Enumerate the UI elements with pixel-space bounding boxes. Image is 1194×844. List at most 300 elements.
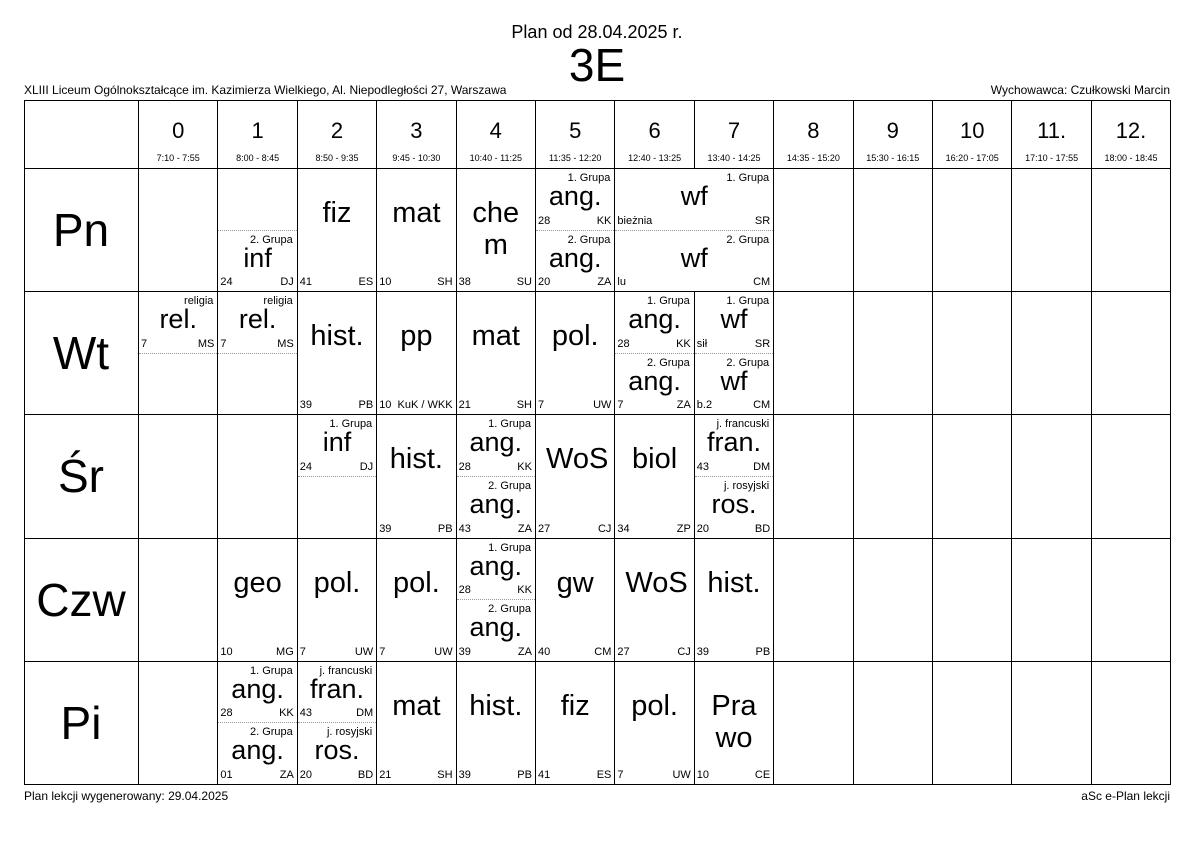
- period-time: 16:20 - 17:05: [945, 153, 999, 163]
- room-number: 28: [538, 214, 551, 227]
- teacher-code: PB: [437, 522, 453, 535]
- group-label: 1. Grupa: [488, 418, 531, 431]
- empty-slot: [218, 169, 296, 231]
- lesson-slot: [457, 662, 535, 785]
- lesson-cell: [218, 169, 297, 292]
- lesson-cell: [536, 169, 615, 292]
- lesson-slot: [218, 723, 296, 785]
- lesson-slot: [377, 292, 455, 415]
- subject-name: wf: [720, 365, 748, 396]
- room-number: 20: [538, 276, 551, 289]
- teacher-code: UW: [593, 399, 612, 412]
- lesson-slot: [536, 662, 614, 785]
- lesson-slot: [298, 169, 376, 292]
- period-time: 18:00 - 18:45: [1104, 153, 1158, 163]
- lesson-slot: [536, 292, 614, 415]
- subject-name: che m: [472, 197, 520, 261]
- lesson-slot: [377, 539, 455, 662]
- form-teacher: Wychowawca: Czułkowski Marcin: [990, 83, 1170, 97]
- room-number: 34: [617, 522, 630, 535]
- teacher-code: UW: [434, 645, 453, 658]
- teacher-code: PB: [358, 399, 374, 412]
- room-number: 43: [458, 522, 471, 535]
- group-label: 2. Grupa: [567, 233, 611, 246]
- lesson-cell: [377, 292, 456, 415]
- empty-slot: [218, 354, 296, 416]
- period-number: 0: [172, 118, 185, 143]
- lesson-slot: [298, 723, 376, 785]
- subject-name: wf: [680, 181, 708, 211]
- lesson-slot: [218, 292, 296, 354]
- lesson-slot: [457, 169, 535, 292]
- lesson-slot: [457, 600, 535, 662]
- empty-cell: [933, 169, 1012, 292]
- subject-name: fiz: [560, 689, 590, 722]
- empty-cell: [774, 539, 853, 662]
- room-number: 43: [696, 460, 710, 473]
- day-cell: [24, 415, 139, 538]
- room-number: 7: [379, 645, 386, 658]
- subject-name: Pra wo: [711, 689, 757, 754]
- day-cell: [24, 662, 139, 785]
- empty-cell: [139, 415, 218, 538]
- period-header: [139, 100, 218, 169]
- lesson-slot: [377, 169, 455, 292]
- empty-cell: [1012, 169, 1091, 292]
- subject-name: gw: [556, 566, 594, 599]
- room-number: 24: [299, 460, 313, 473]
- day-label: Śr: [58, 450, 104, 503]
- lesson-slot: [695, 662, 773, 785]
- subject-name: wf: [680, 242, 708, 273]
- teacher-code: KK: [517, 584, 532, 597]
- lesson-cell: [218, 662, 297, 785]
- lesson-slot: [536, 169, 614, 231]
- empty-slot: [139, 354, 217, 416]
- teacher-code: ES: [358, 276, 374, 289]
- room-number: 20: [696, 522, 710, 535]
- subject-name: mat: [392, 197, 441, 229]
- room-number: 7: [617, 768, 624, 781]
- teacher-code: ZA: [597, 276, 612, 289]
- period-time: 10:40 - 11:25: [469, 153, 522, 163]
- empty-cell: [1012, 292, 1091, 415]
- lesson-cell: [615, 539, 694, 662]
- empty-cell: [1092, 415, 1171, 538]
- room-number: 01: [220, 768, 233, 781]
- teacher-code: ZA: [517, 522, 532, 535]
- lesson-slot: [457, 539, 535, 601]
- teacher-code: SH: [516, 399, 532, 412]
- room-number: 27: [617, 645, 630, 658]
- teacher-code: DM: [753, 460, 771, 473]
- day-label: Pi: [60, 696, 102, 749]
- empty-cell: [1092, 662, 1171, 785]
- empty-cell: [218, 415, 297, 538]
- lesson-slot: [695, 292, 773, 354]
- lesson-slot: [377, 415, 455, 538]
- empty-cell: [933, 292, 1012, 415]
- room-number: 7: [617, 399, 624, 412]
- period-number: 3: [410, 118, 423, 143]
- lesson-cell: [615, 292, 694, 415]
- period-number: 5: [569, 118, 582, 143]
- subject-name: ang.: [628, 304, 681, 335]
- teacher-code: ZA: [279, 768, 294, 781]
- group-label: j. rosyjski: [326, 726, 373, 739]
- room-number: 7: [538, 399, 545, 412]
- group-label: 2. Grupa: [488, 479, 531, 492]
- lesson-slot: [695, 477, 773, 539]
- period-number: 1: [251, 118, 264, 143]
- subject-name: rel.: [238, 304, 277, 335]
- room-number: 28: [617, 337, 630, 350]
- teacher-code: KK: [517, 460, 532, 473]
- lesson-cell: [377, 662, 456, 785]
- lesson-slot: [615, 169, 773, 231]
- teacher-code: CE: [754, 768, 771, 781]
- subject-name: geo: [233, 566, 282, 599]
- room-number: bieżnia: [617, 214, 653, 227]
- lesson-slot: [695, 415, 773, 477]
- room-number: 20: [299, 768, 313, 781]
- subject-name: mat: [392, 689, 441, 722]
- teacher-code: SU: [516, 276, 532, 289]
- period-header: [377, 100, 456, 169]
- subject-name: fran.: [309, 673, 364, 704]
- day-label: Czw: [36, 573, 126, 626]
- lesson-slot: [536, 415, 614, 538]
- period-time: 12:40 - 13:25: [628, 153, 682, 163]
- room-number: lu: [617, 276, 626, 289]
- subject-name: pol.: [313, 566, 361, 599]
- timetable-grid: [24, 100, 1171, 785]
- lesson-slot: [218, 662, 296, 724]
- empty-cell: [1012, 539, 1091, 662]
- teacher-code: BD: [754, 522, 771, 535]
- room-number: 7: [141, 337, 148, 350]
- lesson-cell: [457, 415, 536, 538]
- subject-name: mat: [471, 320, 520, 353]
- subject-name: pp: [400, 320, 433, 353]
- software-credit: aSc e-Plan lekcji: [1081, 789, 1170, 803]
- room-number: 10: [379, 276, 392, 289]
- corner-cell: [24, 100, 139, 169]
- room-number: 21: [379, 768, 392, 781]
- empty-cell: [1092, 539, 1171, 662]
- subject-name: fran.: [706, 427, 761, 458]
- room-number: 39: [299, 399, 313, 412]
- subject-name: rel.: [159, 304, 197, 335]
- teacher-code: ES: [596, 768, 612, 781]
- teacher-code: KK: [279, 707, 294, 720]
- subject-name: pol.: [551, 320, 599, 353]
- lesson-slot: [298, 539, 376, 662]
- lesson-cell: [695, 415, 774, 538]
- period-number: 4: [489, 118, 502, 143]
- lesson-cell: [695, 539, 774, 662]
- subject-name: wf: [720, 304, 748, 335]
- period-header: [457, 100, 536, 169]
- room-number: 24: [220, 276, 233, 289]
- lesson-cell: [298, 539, 377, 662]
- group-label: 2. Grupa: [726, 356, 770, 369]
- room-number: 28: [458, 460, 471, 473]
- subject-name: ang.: [231, 673, 284, 704]
- period-time: 14:35 - 15:20: [786, 153, 840, 163]
- empty-cell: [1092, 292, 1171, 415]
- teacher-code: CM: [594, 645, 612, 658]
- room-number: 21: [458, 399, 471, 412]
- lesson-slot: [457, 415, 535, 477]
- subject-name: ang.: [469, 427, 523, 458]
- group-label: 1. Grupa: [329, 418, 373, 431]
- empty-cell: [933, 662, 1012, 785]
- period-time: 8:00 - 8:45: [236, 153, 280, 163]
- period-time: 13:40 - 14:25: [707, 153, 761, 163]
- lesson-cell: [218, 292, 297, 415]
- teacher-code: MS: [277, 337, 294, 350]
- subject-name: biol: [632, 443, 678, 476]
- empty-cell: [774, 415, 853, 538]
- subject-name: pol.: [393, 566, 440, 599]
- period-number: 8: [807, 118, 820, 143]
- period-number: 6: [648, 118, 661, 143]
- period-time: 8:50 - 9:35: [315, 153, 359, 163]
- lesson-slot: [457, 477, 535, 539]
- day-label: Wt: [52, 327, 110, 380]
- lesson-cell: [695, 662, 774, 785]
- lesson-cell: [377, 169, 456, 292]
- lesson-cell: [615, 415, 694, 538]
- teacher-code: KuK / WKK: [397, 399, 453, 412]
- lesson-slot: [218, 539, 296, 662]
- lesson-cell: [615, 662, 694, 785]
- lesson-slot: [377, 662, 455, 785]
- empty-cell: [933, 539, 1012, 662]
- subject-name: WoS: [625, 566, 688, 599]
- empty-cell: [854, 539, 933, 662]
- period-header: [1012, 100, 1091, 169]
- lesson-slot: [695, 354, 773, 416]
- teacher-code: UW: [354, 645, 374, 658]
- room-number: 43: [299, 707, 313, 720]
- teacher-code: BD: [357, 768, 374, 781]
- period-time: 17:10 - 17:55: [1025, 153, 1079, 163]
- empty-cell: [139, 662, 218, 785]
- room-number: 39: [458, 768, 471, 781]
- lesson-cell: [457, 662, 536, 785]
- empty-cell: [1012, 662, 1091, 785]
- room-number: 10: [379, 399, 392, 412]
- day-cell: [24, 169, 139, 292]
- room-number: sił: [696, 337, 708, 350]
- room-number: 28: [458, 584, 471, 597]
- lesson-slot: [298, 292, 376, 415]
- room-number: 41: [538, 768, 551, 781]
- group-label: religia: [263, 295, 293, 308]
- teacher-code: SH: [437, 276, 453, 289]
- day-cell: [24, 292, 139, 415]
- period-number: 10: [959, 118, 985, 143]
- subject-name: hist.: [389, 443, 443, 476]
- teacher-code: UW: [672, 768, 691, 781]
- group-label: religia: [184, 295, 214, 308]
- room-number: 38: [458, 276, 471, 289]
- teacher-code: CM: [753, 399, 771, 412]
- day-cell: [24, 539, 139, 662]
- empty-cell: [854, 662, 933, 785]
- class-name: 3E: [568, 39, 626, 91]
- teacher-code: MS: [197, 337, 215, 350]
- teacher-code: DJ: [280, 276, 294, 289]
- period-header: [1092, 100, 1171, 169]
- subject-name: ang.: [548, 181, 602, 211]
- day-label: Pn: [52, 204, 110, 257]
- room-number: 10: [696, 768, 710, 781]
- lesson-slot: [615, 539, 693, 662]
- empty-cell: [854, 169, 933, 292]
- lesson-slot: [536, 231, 614, 293]
- lesson-cell: [377, 415, 456, 538]
- lesson-cell: [457, 169, 536, 292]
- period-header: [933, 100, 1012, 169]
- lesson-slot: [615, 231, 773, 293]
- lesson-cell: [298, 292, 377, 415]
- teacher-code: CJ: [677, 645, 691, 658]
- group-label: 1. Grupa: [726, 295, 770, 308]
- lesson-cell: [536, 662, 615, 785]
- period-header: [695, 100, 774, 169]
- teacher-code: DM: [356, 707, 374, 720]
- empty-cell: [774, 169, 853, 292]
- period-number: 9: [886, 118, 899, 143]
- teacher-code: SR: [754, 214, 771, 227]
- group-label: j. rosyjski: [723, 479, 770, 492]
- subject-name: ros.: [314, 735, 360, 766]
- group-label: 2. Grupa: [488, 603, 531, 616]
- period-time: 9:45 - 10:30: [392, 153, 441, 163]
- teacher-code: SR: [754, 337, 771, 350]
- lesson-cell: [139, 292, 218, 415]
- room-number: b.2: [696, 399, 713, 412]
- empty-cell: [774, 292, 853, 415]
- subject-name: inf: [243, 242, 272, 273]
- subject-name: ang.: [469, 612, 523, 643]
- teacher-code: PB: [755, 645, 771, 658]
- room-number: 7: [220, 337, 227, 350]
- room-number: 39: [458, 645, 471, 658]
- lesson-slot: [536, 539, 614, 662]
- empty-cell: [774, 662, 853, 785]
- group-label: 1. Grupa: [646, 295, 690, 308]
- lesson-slot: [139, 292, 217, 354]
- lesson-cell: [457, 539, 536, 662]
- group-label: j. francuski: [716, 418, 770, 431]
- group-label: 1. Grupa: [249, 664, 293, 677]
- period-header: [536, 100, 615, 169]
- room-number: 40: [538, 645, 551, 658]
- lesson-cell: [298, 415, 377, 538]
- subject-name: ang.: [231, 735, 284, 766]
- subject-name: fiz: [322, 197, 352, 229]
- subject-name: pol.: [631, 689, 678, 722]
- lesson-slot: [218, 231, 296, 293]
- lesson-cell: [218, 539, 297, 662]
- room-number: 41: [299, 276, 313, 289]
- subject-name: ros.: [711, 488, 757, 519]
- group-label: 2. Grupa: [249, 726, 293, 739]
- room-number: 7: [299, 645, 306, 658]
- lesson-slot: [615, 415, 693, 538]
- teacher-code: DJ: [359, 460, 374, 473]
- empty-cell: [1012, 415, 1091, 538]
- empty-cell: [854, 415, 933, 538]
- lesson-slot: [457, 292, 535, 415]
- empty-cell: [933, 415, 1012, 538]
- period-number: 11.: [1037, 118, 1067, 143]
- lesson-slot: [615, 292, 693, 354]
- subject-name: ang.: [469, 550, 523, 581]
- teacher-code: ZA: [517, 645, 532, 658]
- lesson-cell: [615, 169, 774, 292]
- lesson-cell: [536, 539, 615, 662]
- period-number: 7: [727, 118, 741, 143]
- teacher-code: ZP: [676, 522, 691, 535]
- teacher-code: MG: [276, 645, 294, 658]
- period-header: [774, 100, 853, 169]
- period-number: 2: [330, 118, 344, 143]
- subject-name: ang.: [548, 242, 602, 273]
- period-header: [854, 100, 933, 169]
- group-label: 1. Grupa: [488, 541, 531, 554]
- group-label: 2. Grupa: [249, 233, 293, 246]
- period-time: 11:35 - 12:20: [549, 153, 602, 163]
- lesson-cell: [457, 292, 536, 415]
- period-time: 15:30 - 16:15: [866, 153, 920, 163]
- lesson-cell: [298, 169, 377, 292]
- subject-name: hist.: [310, 320, 364, 353]
- period-number: 12.: [1115, 118, 1147, 143]
- subject-name: hist.: [469, 689, 523, 722]
- subject-name: inf: [322, 427, 352, 458]
- lesson-slot: [695, 539, 773, 662]
- lesson-slot: [615, 662, 693, 785]
- period-header: [298, 100, 377, 169]
- plan-date: Plan od 28.04.2025 r.: [511, 22, 683, 42]
- room-number: 39: [379, 522, 392, 535]
- lesson-slot: [298, 415, 376, 477]
- subject-name: ang.: [469, 488, 523, 519]
- teacher-code: ZA: [676, 399, 691, 412]
- period-header: [615, 100, 694, 169]
- subject-name: ang.: [628, 365, 681, 396]
- empty-slot: [298, 477, 376, 539]
- room-number: 10: [220, 645, 233, 658]
- period-header: [218, 100, 297, 169]
- teacher-code: CM: [753, 276, 771, 289]
- room-number: 27: [538, 522, 551, 535]
- group-label: 1. Grupa: [567, 172, 611, 184]
- teacher-code: CJ: [597, 522, 612, 535]
- empty-cell: [139, 539, 218, 662]
- room-number: 28: [220, 707, 233, 720]
- lesson-slot: [298, 662, 376, 724]
- group-label: 1. Grupa: [726, 172, 770, 184]
- group-label: 2. Grupa: [726, 233, 770, 246]
- lesson-cell: [298, 662, 377, 785]
- group-label: 2. Grupa: [646, 356, 690, 369]
